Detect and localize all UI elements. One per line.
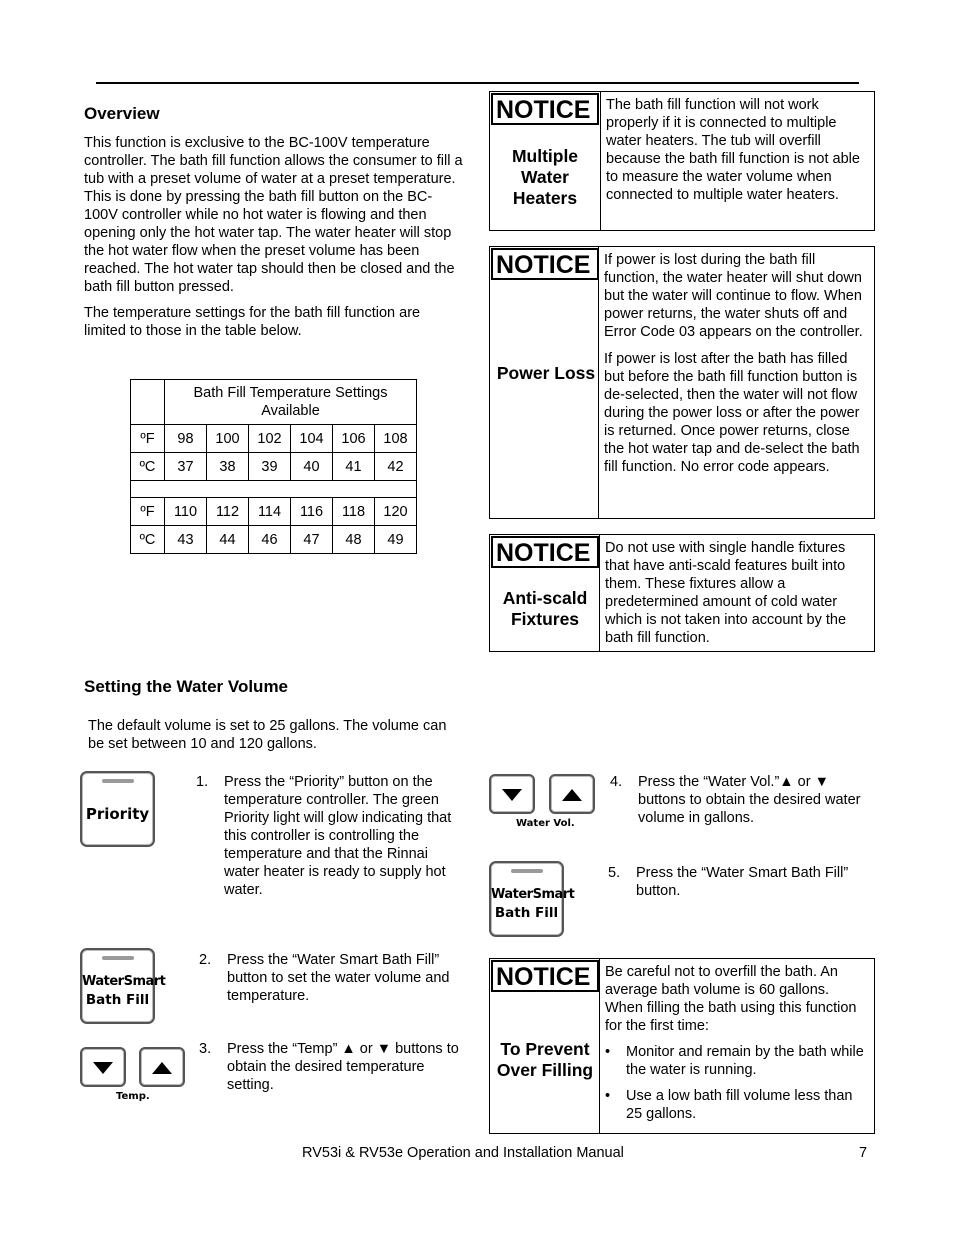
notice-title: NOTICE: [491, 248, 599, 280]
list-item: • Use a low bath fill volume less than 25 gallons.: [605, 1087, 868, 1123]
water-vol-up-button[interactable]: [549, 774, 595, 814]
table-cell: 38: [207, 453, 249, 481]
notice-text: Do not use with single handle fixtures that have anti-scald features built into them. These fixtures allow a predetermined amount of cold water which is not taken into account by the bath fill function.: [605, 540, 847, 646]
bath-fill-temperature-table: [130, 379, 417, 554]
table-cell: 112: [207, 498, 249, 526]
indicator-light: [511, 869, 543, 873]
notice-intro: Be careful not to overfill the bath. An average bath volume is 60 gallons. When filling the bath using this function for the first time:: [605, 964, 857, 1034]
table-cell: 114: [249, 498, 291, 526]
arrow-down-icon: [501, 787, 523, 803]
notice-text-p2: If power is lost after the bath has filled but before the bath fill function button is de-selected, then the water will not flow during the power loss or after the power is returned. Once power returns, close the hot water tap and de-select the bath fill function. No error code appears.: [604, 351, 860, 475]
table-cell: 42: [375, 453, 417, 481]
watersmart-bath-fill-button-2[interactable]: [489, 861, 575, 937]
table-cell: 98: [165, 425, 207, 453]
table-cell: 102: [249, 425, 291, 453]
priority-button[interactable]: [80, 771, 155, 847]
notice-text: [604, 251, 868, 476]
table-cell: 37: [165, 453, 207, 481]
table-cell: 108: [375, 425, 417, 453]
overview-heading: Overview: [84, 104, 160, 123]
table-row: [131, 526, 417, 554]
notice-power-loss: [489, 246, 875, 519]
table-cell: 106: [333, 425, 375, 453]
table-cell: 104: [291, 425, 333, 453]
table-corner: [131, 380, 165, 425]
unit-c: ºC: [131, 526, 165, 554]
table-row: [131, 425, 417, 453]
button-label-watersmart: WaterSmart: [491, 887, 575, 902]
notice-label: To Prevent Over Filling: [496, 1039, 594, 1080]
arrow-down-icon: [92, 1060, 114, 1076]
button-label-watersmart: WaterSmart: [82, 974, 166, 989]
table-cell: 39: [249, 453, 291, 481]
table-cell: 48: [333, 526, 375, 554]
notice-bullet-list: [605, 1043, 868, 1123]
table-cell: 110: [165, 498, 207, 526]
list-item: • Monitor and remain by the bath while the water is running.: [605, 1043, 868, 1079]
table-header: Bath Fill Temperature Settings Available: [165, 380, 417, 425]
table-cell: 40: [291, 453, 333, 481]
table-cell: 116: [291, 498, 333, 526]
table-row: [131, 453, 417, 481]
table-cell: 49: [375, 526, 417, 554]
table-cell: 43: [165, 526, 207, 554]
notice-label: Power Loss: [496, 363, 596, 383]
table-cell: 118: [333, 498, 375, 526]
notice-prevent-overfilling: [489, 958, 875, 1134]
watersmart-bath-fill-button[interactable]: [80, 948, 166, 1024]
table-cell: 47: [291, 526, 333, 554]
table-row: [131, 498, 417, 526]
unit-f: ºF: [131, 498, 165, 526]
notice-title: NOTICE: [491, 93, 599, 125]
priority-button-label: Priority: [85, 805, 150, 823]
water-vol-down-button[interactable]: [489, 774, 535, 814]
notice-label: Anti-scald Fixtures: [502, 588, 588, 629]
table-cell: 120: [375, 498, 417, 526]
temp-up-button[interactable]: [139, 1047, 185, 1087]
table-spacer-row: [131, 481, 417, 498]
arrow-up-icon: [151, 1060, 173, 1076]
button-label-bathfill: Bath Fill: [85, 992, 150, 1008]
notice-title: NOTICE: [491, 960, 599, 992]
notice-anti-scald: [489, 534, 875, 652]
water-volume-intro: The default volume is set to 25 gallons. The volume can be set between 10 and 120 gallons.: [88, 718, 447, 752]
unit-f: ºF: [131, 425, 165, 453]
notice-title: NOTICE: [491, 536, 599, 568]
table-cell: 100: [207, 425, 249, 453]
water-volume-heading: Setting the Water Volume: [84, 677, 289, 696]
arrow-up-icon: [561, 787, 583, 803]
temp-down-button[interactable]: [80, 1047, 126, 1087]
indicator-light: [102, 779, 134, 783]
notice-text: [605, 963, 868, 1123]
table-cell: 44: [207, 526, 249, 554]
overview-table-intro: The temperature settings for the bath fill function are limited to those in the table below.: [84, 305, 421, 339]
button-label-bathfill: Bath Fill: [494, 905, 559, 921]
footer-title: RV53i & RV53e Operation and Installation Manual: [302, 1145, 624, 1161]
water-vol-caption: Water Vol.: [516, 818, 575, 829]
table-cell: 46: [249, 526, 291, 554]
top-rule: [96, 82, 859, 84]
notice-text: The bath fill function will not work properly if it is connected to multiple water heaters. The tub will overfill because the bath fill function is not able to measure the water volume when connected to multiple water heaters.: [606, 97, 860, 203]
indicator-light: [102, 956, 134, 960]
notice-multiple-water-heaters: [489, 91, 875, 231]
notice-text-p1: If power is lost during the bath fill function, the water heater will shut down but the water will continue to flow. When power returns, the water shuts off and Error Code 03 appears on the controller.: [604, 252, 863, 340]
temp-caption: Temp.: [116, 1091, 150, 1102]
unit-c: ºC: [131, 453, 165, 481]
notice-label: Multiple Water Heaters: [511, 146, 579, 208]
overview-paragraph: This function is exclusive to the BC-100V temperature controller. The bath fill function allows the consumer to fill a tub with a preset volume of water at a preset temperature. This is done by pressing the bath fill button on the BC-100V controller while no hot water is flowing and then opening only the hot water tap. The water heater will stop the hot water flow when the preset volume has been reached. The hot water tap should then be closed and the bath fill button pressed.: [84, 135, 463, 295]
table-cell: 41: [333, 453, 375, 481]
page-number: 7: [859, 1145, 868, 1161]
